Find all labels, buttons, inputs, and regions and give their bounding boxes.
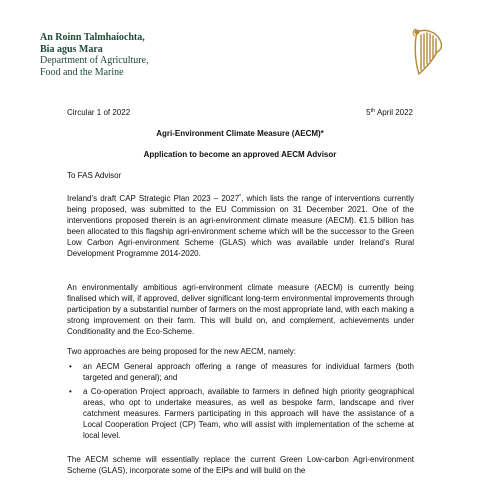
department-irish-line2: Bia agus Mara <box>40 43 103 55</box>
circular-date <box>366 107 413 119</box>
department-english-line2: Food and the Marine <box>40 66 124 78</box>
paragraph-cap-plan <box>67 193 414 259</box>
document-subtitle: Application to become an approved AECM Advisor <box>143 150 337 159</box>
salutation: To FAS Advisor <box>67 171 122 180</box>
circular-meta <box>67 107 413 119</box>
department-english-line1: Department of Agriculture, <box>40 55 149 66</box>
paragraph1-end: , which lists the range of interventions currently being proposed, was submitted to the EU Commission on 31 December 2021. One of the interventions proposed therein is an agri-environment climate measure (AECM). €1.5 billion has been allocated to this flagship agri-environment scheme which will be the successor to the Green Low Carbon Agri-environment Scheme (GLAS) which was available under Ireland’s Rural Development Programme 2014-2020. <box>67 194 414 258</box>
paragraph-glas-replacement: The AECM scheme will essentially replace the current Green Low-carbon Agri-environment Scheme (GLAS), incorporate some of the EIPs and will build on the <box>67 455 414 475</box>
department-irish-line1: An Roinn Talmhaíochta, <box>40 32 145 43</box>
date-day: 5 <box>366 108 371 117</box>
circular-number: Circular 1 of 2022 <box>67 108 131 117</box>
paragraph-approaches-intro: Two approaches are being proposed for the new AECM, namely: <box>67 347 297 356</box>
footnote-marker: * <box>239 194 242 200</box>
approaches-list <box>67 361 414 444</box>
document-title: Agri-Environment Climate Measure (AECM)* <box>156 129 324 138</box>
list-item-cooperation-approach: • a Co-operation Project approach, available to farmers in defined high priority geographical areas, who opt to undertake measures, as well as bespoke farm, landscape and river catchment measures. Farmers participating in this approach will have the assistance of a Local Cooperation Project (CP) Team, who will assist with implementation of the scheme at local level. <box>67 386 414 441</box>
paragraph-aecm-ambition: An environmentally ambitious agri-environment climate measure (AECM) is currently being finalised which will, if approved, deliver significant long-term environmental improvements through participation by a substantial number of farmers on the most appropriate land, with each making a strong improvement on their farm. This will build on, and complement, achievements under Conditionality and the Eco-Scheme. <box>67 283 414 336</box>
harp-icon <box>410 26 446 78</box>
date-rest: April 2022 <box>375 108 413 117</box>
date-suffix: th <box>370 108 376 114</box>
paragraph1-start: Ireland’s draft CAP Strategic Plan 2023 – 2027 <box>67 194 240 203</box>
department-name <box>40 32 149 78</box>
list-item-general-approach: • an AECM General approach offering a range of measures for individual farmers (both targeted and general); and <box>67 361 414 383</box>
